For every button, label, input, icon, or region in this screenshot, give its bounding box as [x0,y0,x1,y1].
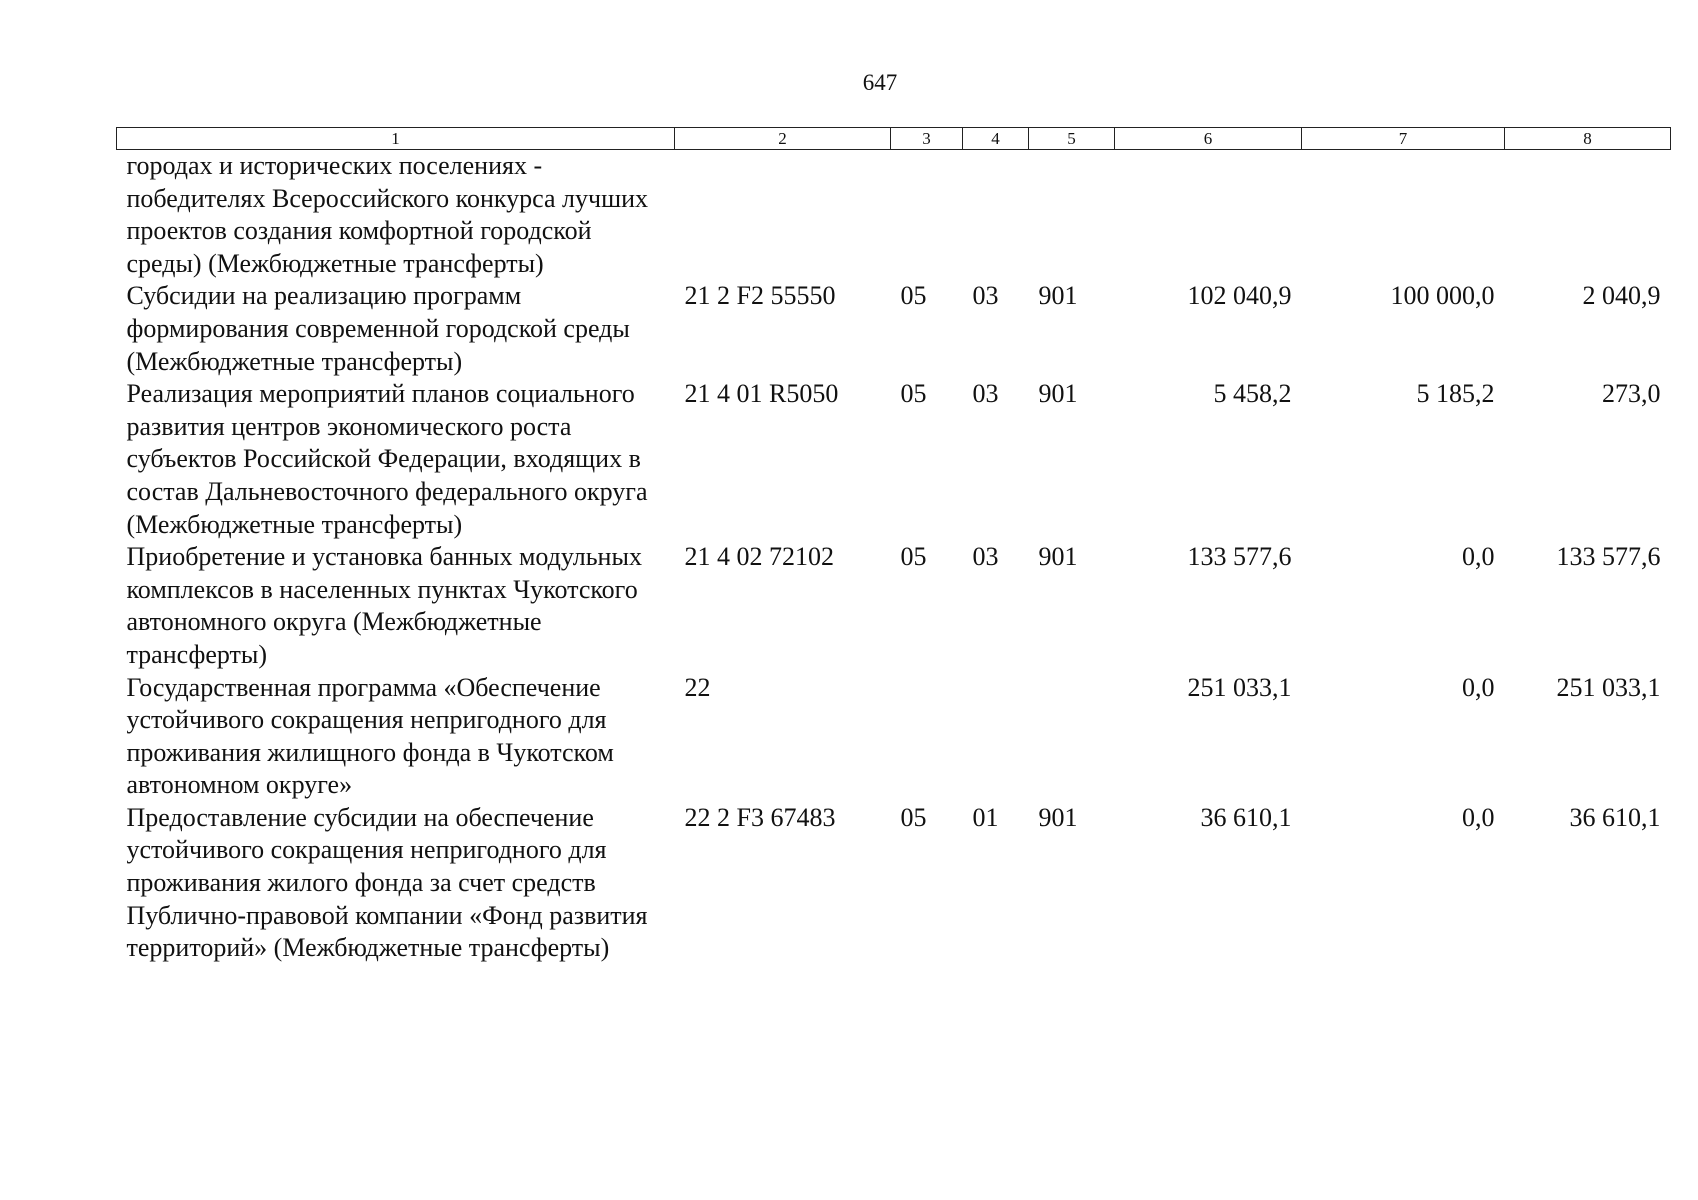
column-header: 7 [1302,128,1505,150]
table-row [117,280,1671,378]
row-name: Приобретение и установка банных модульных комплексов в населенных пунктах Чукотского автономного округа (Межбюджетные трансферты) [126,542,642,669]
row-subsection [963,672,1029,802]
row-section [891,150,963,281]
row-name: Реализация мероприятий планов социального развития центров экономического роста субъектов Российской Федерации, входящих в состав Дальневосточного федерального округа (Межбюджетные трансферты) [126,379,648,539]
column-number-header-row [117,128,1671,150]
column-header: 4 [963,128,1029,150]
row-regional: 273,0 [1602,379,1661,409]
row-regional: 251 033,1 [1556,672,1661,702]
row-section: 05 [900,802,927,832]
row-code: 21 2 F2 55550 [684,281,836,311]
page-number: 647 [862,70,898,95]
row-subsection: 03 [972,281,999,311]
table-row [117,802,1671,965]
budget-table [116,127,1671,965]
row-regional: 133 577,6 [1556,542,1661,572]
row-section [891,672,963,802]
row-regional: 2 040,9 [1582,281,1661,311]
row-code: 21 4 02 72102 [684,542,834,572]
row-code: 22 [684,672,711,702]
row-total: 5 458,2 [1213,379,1292,409]
column-header: 2 [675,128,891,150]
table-row [117,541,1671,671]
row-grbs [1029,672,1115,802]
row-grbs: 901 [1038,379,1078,409]
row-subsection: 03 [972,379,999,409]
row-regional [1505,150,1671,281]
row-grbs: 901 [1038,542,1078,572]
row-federal: 5 185,2 [1416,379,1495,409]
row-federal [1302,150,1505,281]
row-grbs [1029,150,1115,281]
row-subsection: 01 [972,802,999,832]
row-grbs: 901 [1038,802,1078,832]
row-name: Государственная программа «Обеспечение устойчивого сокращения непригодного для проживания жилищного фонда в Чукотском автономном округе» [126,672,614,800]
row-code [675,150,891,281]
row-regional: 36 610,1 [1569,802,1661,832]
column-header: 8 [1505,128,1671,150]
row-subsection [963,150,1029,281]
row-code: 22 2 F3 67483 [684,802,836,832]
row-section: 05 [900,542,927,572]
row-section: 05 [900,281,927,311]
row-name: Предоставление субсидии на обеспечение устойчивого сокращения непригодного для проживания жилого фонда за счет средств Публично-правовой компании «Фонд развития территорий» (Межбюджетные трансферты) [126,802,648,963]
row-total: 36 610,1 [1200,802,1292,832]
column-header: 1 [117,128,675,150]
column-header: 5 [1029,128,1115,150]
row-subsection: 03 [972,542,999,572]
table-row [117,672,1671,802]
row-section: 05 [900,379,927,409]
column-header: 3 [891,128,963,150]
row-code: 21 4 01 R5050 [684,379,839,409]
row-total [1115,150,1302,281]
row-federal: 100 000,0 [1390,281,1495,311]
table-row [117,378,1671,541]
row-total: 102 040,9 [1187,281,1292,311]
row-total: 251 033,1 [1187,672,1292,702]
row-grbs: 901 [1038,281,1078,311]
row-federal: 0,0 [1462,672,1495,702]
table-row [117,150,1671,281]
column-header: 6 [1115,128,1302,150]
row-total: 133 577,6 [1187,542,1292,572]
row-federal: 0,0 [1462,802,1495,832]
row-federal: 0,0 [1462,542,1495,572]
row-name: Субсидии на реализацию программ формирования современной городской среды (Межбюджетные трансферты) [126,281,630,376]
row-name: городах и исторических поселениях - победителях Всероссийского конкурса лучших проектов создания комфортной городской среды) (Межбюджетные трансферты) [126,151,649,278]
